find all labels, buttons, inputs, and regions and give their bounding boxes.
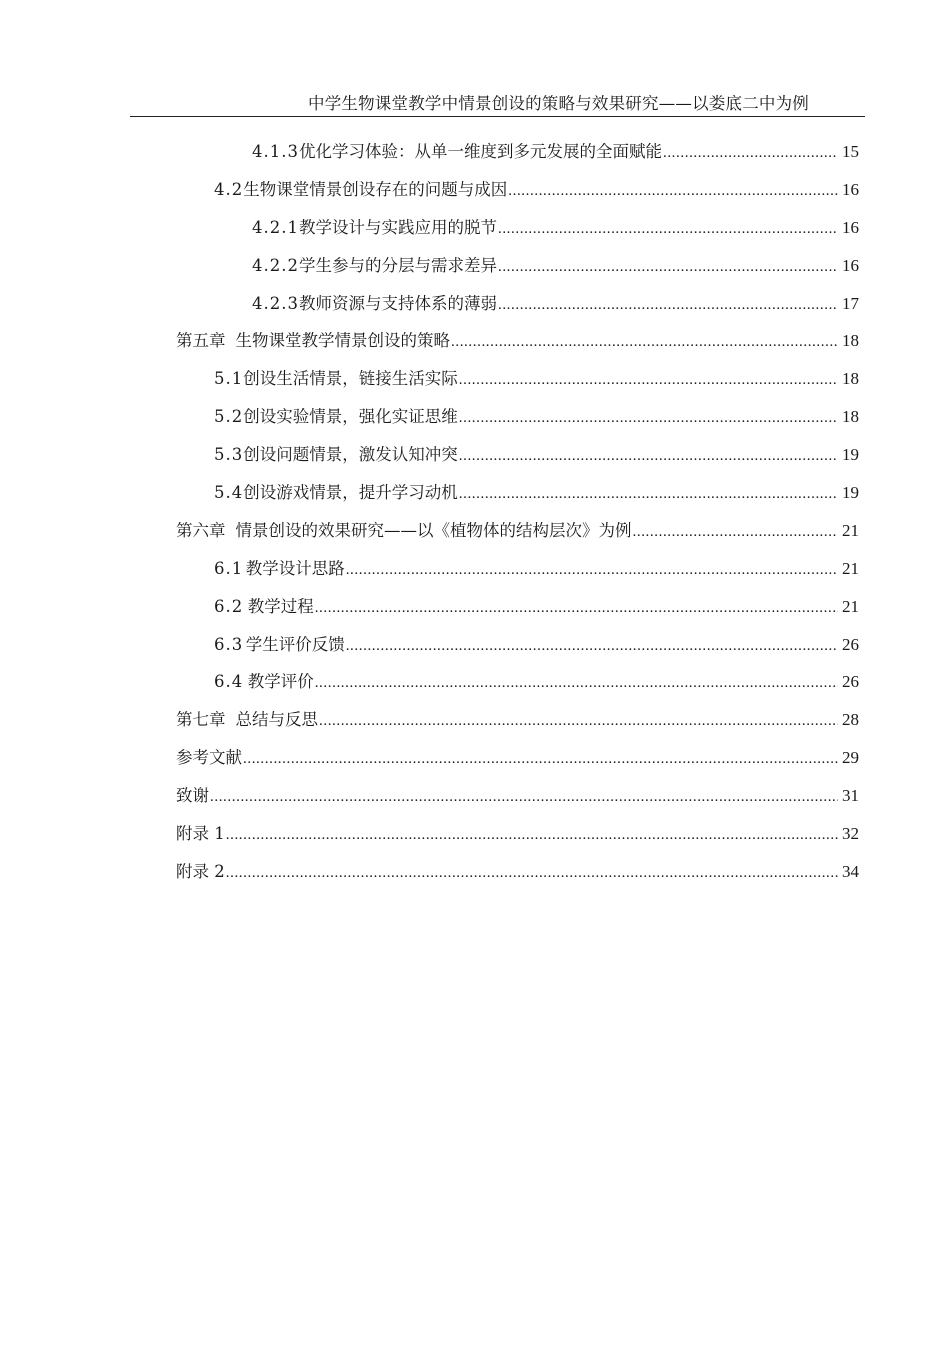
toc-entry[interactable]: [0, 661, 950, 699]
toc-page-number: 19: [842, 482, 859, 502]
toc-entry-line: [214, 176, 859, 200]
toc-entry-title: 创设生活情景，链接生活实际: [243, 369, 458, 389]
toc-entry-line: [176, 744, 859, 768]
toc-dot-leader: [498, 221, 838, 238]
toc-entry-line: [214, 668, 859, 692]
toc-entry-line: [176, 782, 859, 806]
toc-page-number: 16: [842, 217, 859, 237]
toc-entry-line: [176, 327, 859, 351]
toc-dot-leader: [346, 638, 838, 655]
toc-entry-line: [176, 517, 859, 541]
toc-dot-leader: [459, 448, 838, 465]
toc-dot-leader: [459, 486, 838, 503]
toc-entry[interactable]: [0, 320, 950, 358]
toc-entry-number: 6.1: [214, 558, 244, 578]
toc-entry-number: 5.1: [214, 369, 244, 389]
toc-entry[interactable]: [0, 699, 950, 737]
toc-entry-title: 教学评价: [247, 672, 314, 692]
toc-entry-line: [214, 365, 859, 389]
toc-entry-number: 4.2.1: [252, 217, 299, 237]
toc-entry-number: 6.2: [214, 596, 244, 616]
toc-entry-title: 附录 2: [176, 861, 225, 881]
toc-page-number: 15: [842, 141, 859, 161]
toc-entry[interactable]: [0, 207, 950, 245]
toc-entry-number: 第七章: [176, 710, 226, 730]
toc-entry-number: 5.3: [214, 445, 244, 465]
toc-dot-leader: [663, 145, 838, 162]
toc-entry-number: 4.2.3: [252, 293, 299, 313]
toc-entry[interactable]: [0, 472, 950, 510]
toc-entry-title: 致谢: [176, 786, 209, 806]
toc-entry-title: 优化学习体验：从单一维度到多元发展的全面赋能: [298, 141, 662, 161]
toc-entry-title: 附录 1: [176, 823, 225, 843]
toc-entry[interactable]: [0, 586, 950, 624]
toc-entry-line: [176, 858, 859, 882]
toc-entry-line: [252, 290, 859, 314]
toc-dot-leader: [498, 297, 838, 314]
toc-entry-number: 4.2: [214, 179, 244, 199]
toc-entry[interactable]: [0, 737, 950, 775]
toc-page-number: 21: [842, 596, 859, 616]
toc-entry-title: 教学过程: [247, 596, 314, 616]
toc-entry[interactable]: [0, 169, 950, 207]
toc-page-number: 34: [842, 861, 859, 881]
table-of-contents: [0, 131, 950, 889]
toc-entry[interactable]: [0, 813, 950, 851]
toc-entry-line: [252, 214, 859, 238]
toc-entry-title: 教师资源与支持体系的薄弱: [298, 293, 497, 313]
toc-entry-number: 5.2: [214, 407, 244, 427]
toc-page-number: 18: [842, 331, 859, 351]
toc-dot-leader: [315, 675, 838, 692]
toc-entry-number: 第五章: [176, 331, 226, 351]
toc-dot-leader: [346, 562, 838, 579]
toc-entry-number: 4.1.3: [252, 141, 299, 161]
running-header: 中学生物课堂教学中情景创设的策略与效果研究——以娄底二中为例: [308, 94, 809, 113]
toc-dot-leader: [498, 259, 838, 276]
toc-entry-line: [214, 593, 859, 617]
toc-entry-line: [252, 252, 859, 276]
toc-page-number: 26: [842, 672, 859, 692]
toc-page-number: 26: [842, 634, 859, 654]
toc-page-number: 18: [842, 407, 859, 427]
toc-dot-leader: [315, 600, 838, 617]
toc-entry-line: [214, 403, 859, 427]
toc-entry-line: [252, 138, 859, 162]
toc-entry-title: 创设问题情景，激发认知冲突: [243, 445, 458, 465]
toc-entry-title: 情景创设的效果研究——以《植物体的结构层次》为例: [235, 520, 632, 540]
toc-entry-number: 5.4: [214, 482, 244, 502]
toc-entry-number: 6.4: [214, 672, 244, 692]
toc-entry-title: 生物课堂教学情景创设的策略: [235, 331, 450, 351]
toc-entry-title: 学生参与的分层与需求差异: [298, 255, 497, 275]
toc-entry-title: 教学设计思路: [245, 558, 345, 578]
toc-entry-line: [214, 555, 859, 579]
toc-page-number: 19: [842, 445, 859, 465]
toc-entry[interactable]: [0, 358, 950, 396]
toc-entry-title: 创设实验情景，强化实证思维: [243, 407, 458, 427]
toc-dot-leader: [451, 334, 838, 351]
toc-dot-leader: [459, 372, 838, 389]
toc-entry[interactable]: [0, 851, 950, 889]
toc-page-number: 18: [842, 369, 859, 389]
toc-entry[interactable]: [0, 775, 950, 813]
toc-entry[interactable]: [0, 510, 950, 548]
toc-entry-title: 教学设计与实践应用的脱节: [298, 217, 497, 237]
toc-entry-title: 总结与反思: [235, 710, 318, 730]
toc-dot-leader: [243, 751, 838, 768]
toc-page-number: 29: [842, 748, 859, 768]
toc-page-number: 28: [842, 710, 859, 730]
toc-entry[interactable]: [0, 624, 950, 662]
toc-dot-leader: [210, 789, 838, 806]
toc-page-number: 16: [842, 255, 859, 275]
toc-dot-leader: [633, 524, 839, 541]
toc-entry[interactable]: [0, 283, 950, 321]
toc-entry-title: 创设游戏情景，提升学习动机: [243, 482, 458, 502]
toc-page-number: 17: [842, 293, 859, 313]
toc-entry-line: [214, 479, 859, 503]
toc-entry[interactable]: [0, 245, 950, 283]
toc-entry[interactable]: [0, 548, 950, 586]
toc-dot-leader: [459, 410, 838, 427]
toc-page-number: 21: [842, 520, 859, 540]
toc-entry-title: 学生评价反馈: [245, 634, 345, 654]
toc-entry-number: 6.3: [214, 634, 244, 654]
toc-entry-line: [176, 820, 859, 844]
toc-page-number: 32: [842, 823, 859, 843]
toc-page-number: 31: [842, 786, 859, 806]
toc-dot-leader: [226, 865, 838, 882]
toc-entry[interactable]: [0, 396, 950, 434]
toc-entry-title: 生物课堂情景创设存在的问题与成因: [243, 179, 508, 199]
toc-dot-leader: [226, 827, 838, 844]
toc-entry-title: 参考文献: [176, 748, 242, 768]
toc-entry-line: [214, 441, 859, 465]
toc-entry-line: [176, 706, 859, 730]
toc-page-number: 16: [842, 179, 859, 199]
toc-page-number: 21: [842, 558, 859, 578]
toc-entry[interactable]: [0, 434, 950, 472]
toc-entry-number: 4.2.2: [252, 255, 299, 275]
toc-dot-leader: [508, 183, 838, 200]
toc-entry-line: [214, 631, 859, 655]
header-rule: [130, 116, 865, 117]
toc-entry[interactable]: [0, 131, 950, 169]
toc-entry-number: 第六章: [176, 520, 226, 540]
toc-dot-leader: [319, 713, 838, 730]
